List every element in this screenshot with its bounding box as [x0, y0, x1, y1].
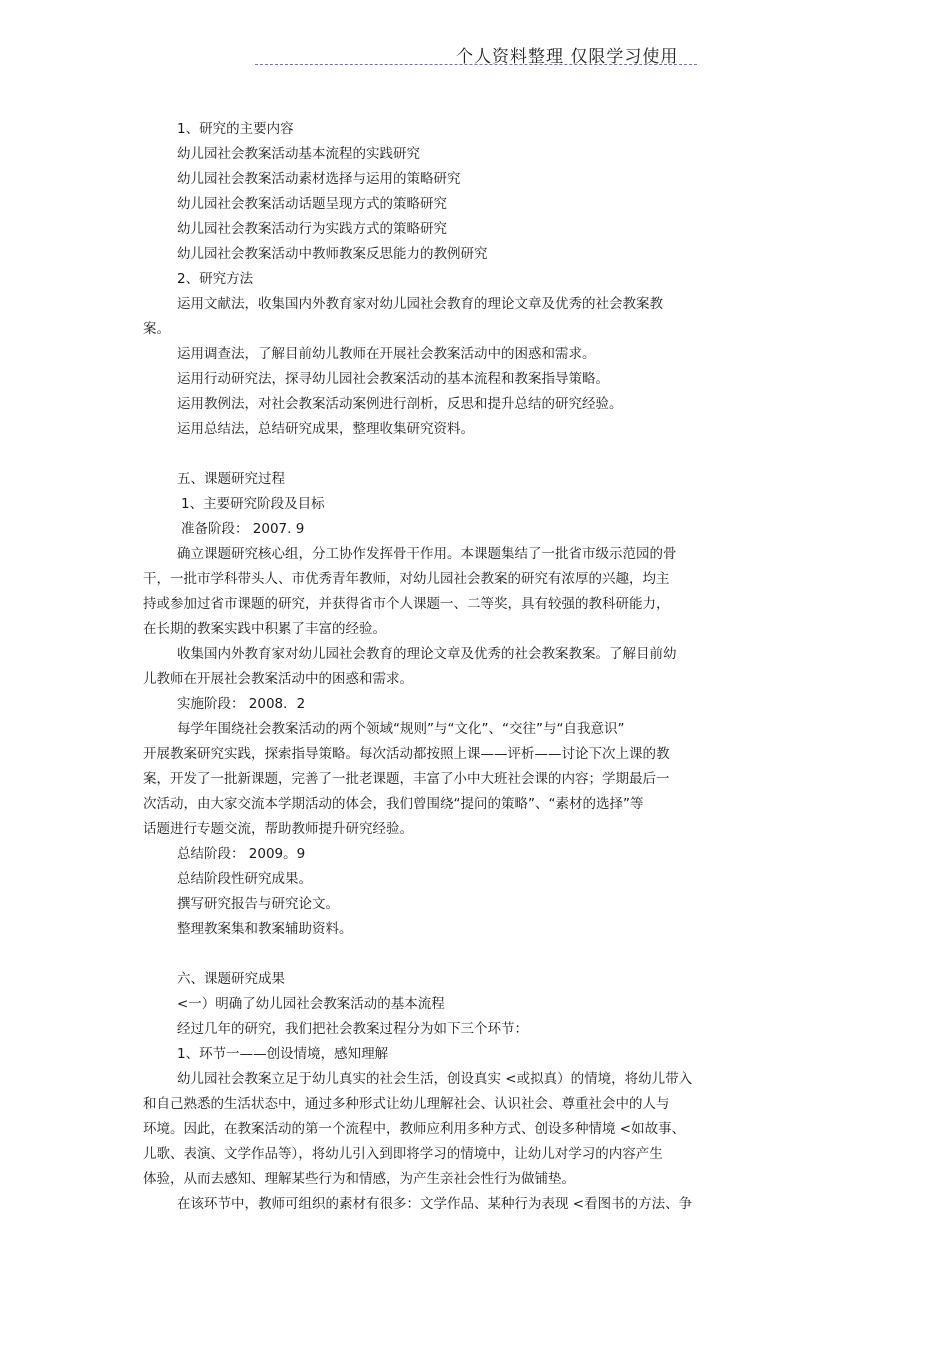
text-line: 开展教案研究实践，探索指导策略。每次活动都按照上课——评析——讨论下次上课的教: [143, 746, 670, 762]
text-line: 1、环节一——创设情境，感知理解: [177, 1046, 389, 1062]
text-line: 幼儿园社会教案活动素材选择与运用的策略研究: [177, 171, 461, 187]
text-line: 次活动，由大家交流本学期活动的体会，我们曾围绕“提问的策略”、“素材的选择”等: [143, 796, 644, 812]
page-header: [0, 42, 950, 72]
text-line: 持或参加过省市课题的研究，并获得省市个人课题一、二等奖，具有较强的教科研能力，: [143, 596, 670, 612]
text-line: 运用调查法，了解目前幼儿教师在开展社会教案活动中的困惑和需求。: [177, 346, 596, 362]
text-line: 幼儿园社会教案立足于幼儿真实的社会生活，创设真实 <或拟真）的情境，将幼儿带入: [177, 1071, 693, 1087]
text-line: 总结阶段： 2009。9: [177, 846, 306, 862]
text-line: 2、研究方法: [177, 271, 254, 287]
text-line: 五、课题研究过程: [177, 471, 285, 487]
text-line: 案。: [143, 321, 170, 337]
text-line: 确立课题研究核心组，分工协作发挥骨干作用。本课题集结了一批省市级示范园的骨: [177, 546, 677, 562]
text-line: 运用总结法，总结研究成果，整理收集研究资料。: [177, 421, 474, 437]
text-line: 1、研究的主要内容: [177, 121, 294, 137]
text-line: 运用文献法，收集国内外教育家对幼儿园社会教育的理论文章及优秀的社会教案教: [177, 296, 663, 312]
text-line: 幼儿园社会教案活动行为实践方式的策略研究: [177, 221, 447, 237]
text-line: 在长期的教案实践中积累了丰富的经验。: [143, 621, 386, 637]
text-line: 幼儿园社会教案活动话题呈现方式的策略研究: [177, 196, 447, 212]
header-dashed-rule: [255, 64, 697, 65]
text-line: 儿教师在开展社会教案活动中的困惑和需求。: [143, 671, 413, 687]
text-line: 1、主要研究阶段及目标: [181, 496, 325, 512]
text-line: 案，开发了一批新课题，完善了一批老课题，丰富了小中大班社会课的内容；学期最后一: [143, 771, 670, 787]
text-line: 干，一批市学科带头人、市优秀青年教师，对幼儿园社会教案的研究有浓厚的兴趣，均主: [143, 571, 670, 587]
text-line: 体验，从而去感知、理解某些行为和情感，为产生亲社会性行为做铺垫。: [143, 1171, 575, 1187]
text-line: 在该环节中，教师可组织的素材有很多：文学作品、某种行为表现 <看图书的方法、争: [177, 1196, 693, 1212]
text-line: 收集国内外教育家对幼儿园社会教育的理论文章及优秀的社会教案教案。了解目前幼: [177, 646, 677, 662]
text-line: 运用教例法，对社会教案活动案例进行剖析，反思和提升总结的研究经验。: [177, 396, 623, 412]
text-line: 每学年围绕社会教案活动的两个领域“规则”与“文化”、“交往”与“自我意识”: [177, 721, 625, 737]
header-title: 个人资料整理 仅限学习使用: [456, 47, 679, 67]
text-line: 环境。因此，在教案活动的第一个流程中，教师应利用多种方式、创设多种情境 <如故事、: [143, 1121, 686, 1137]
text-line: 撰写研究报告与研究论文。: [177, 896, 339, 912]
text-line: 运用行动研究法，探寻幼儿园社会教案活动的基本流程和教案指导策略。: [177, 371, 609, 387]
text-line: 话题进行专题交流，帮助教师提升研究经验。: [143, 821, 413, 837]
text-line: 幼儿园社会教案活动基本流程的实践研究: [177, 146, 420, 162]
text-line: 总结阶段性研究成果。: [177, 871, 312, 887]
text-line: 幼儿园社会教案活动中教师教案反思能力的教例研究: [177, 246, 488, 262]
text-line: 准备阶段： 2007. 9: [181, 521, 305, 537]
text-line: 儿歌、表演、文学作品等），将幼儿引入到即将学习的情境中，让幼儿对学习的内容产生: [143, 1146, 663, 1162]
text-line: 六、课题研究成果: [177, 971, 285, 987]
text-line: 和自己熟悉的生活状态中，通过多种形式让幼儿理解社会、认识社会、尊重社会中的人与: [143, 1096, 670, 1112]
text-line: <一）明确了幼儿园社会教案活动的基本流程: [177, 996, 445, 1012]
text-line: 实施阶段： 2008．2: [177, 696, 306, 712]
text-line: 经过几年的研究，我们把社会教案过程分为如下三个环节：: [177, 1021, 528, 1037]
text-line: 整理教案集和教案辅助资料。: [177, 921, 353, 937]
